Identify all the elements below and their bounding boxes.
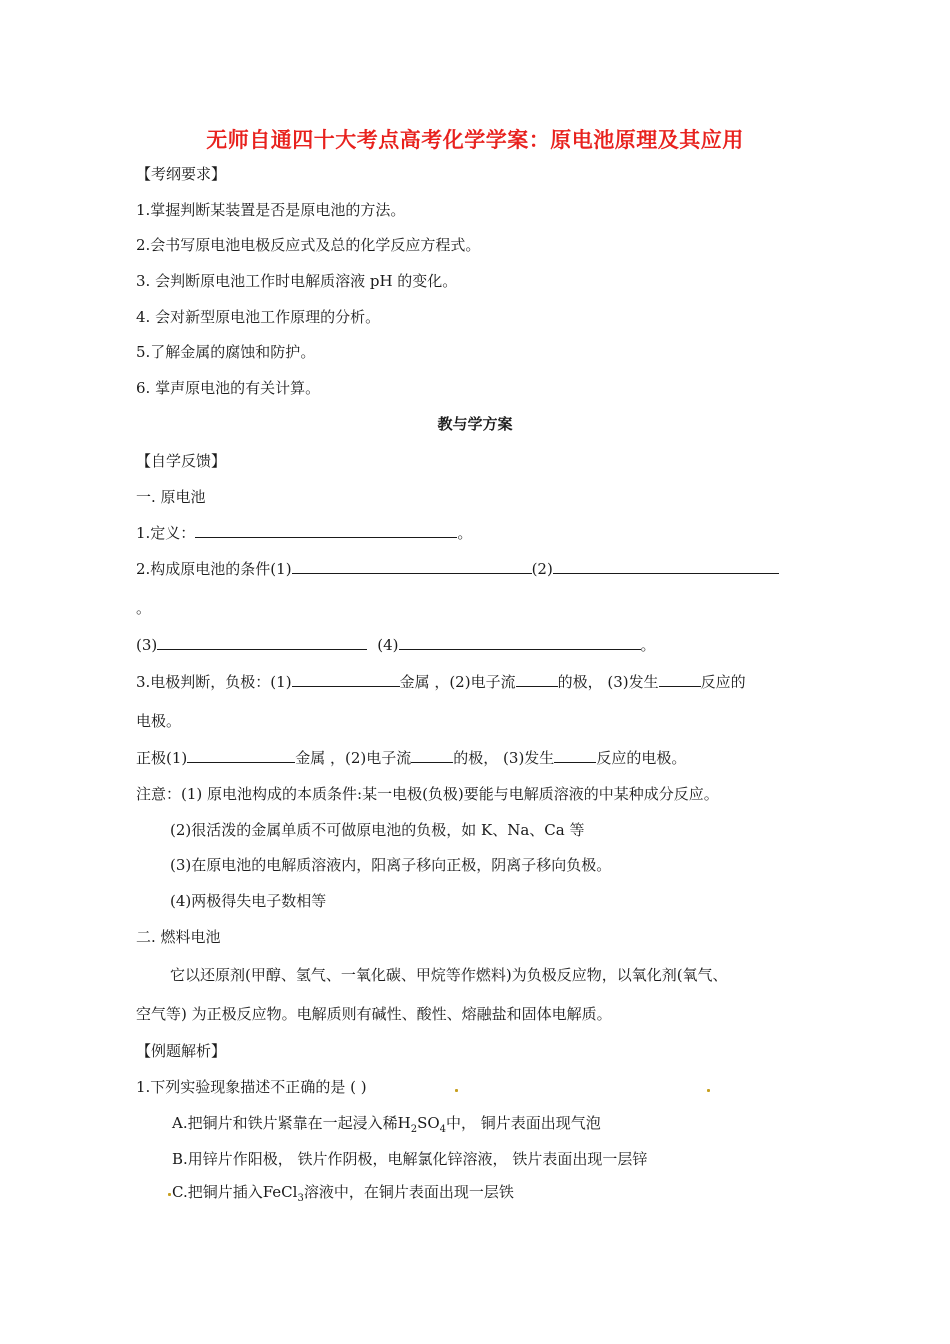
fill-in-blank: [399, 634, 641, 650]
conditions-line: 2.构成原电池的条件(1) (2): [136, 558, 779, 579]
syllabus-item: 2.会书写原电池电极反应式及总的化学反应方程式。: [136, 236, 481, 254]
fill-in-blank: [157, 634, 367, 650]
definition-line: 1.定义： 。: [136, 524, 473, 542]
fill-in-blank: [553, 558, 779, 574]
positive-electrode-line: 正极(1) 金属 ，(2)电子流 的极， (3)发生 反应的电极。: [136, 749, 687, 767]
paragraph-line: 它以还原剂(甲醇、氢气、一氧化碳、甲烷等作燃料)为负极反应物，以氧化剂(氧气、: [170, 966, 728, 984]
fill-in-blank: [516, 671, 558, 687]
decorative-dot: [455, 1089, 458, 1092]
note-line: (2)很活泼的金属单质不可做原电池的负极，如 K、Na、Ca 等: [170, 821, 585, 839]
note-line: 注意：(1) 原电池构成的本质条件:某一电极(负极)要能与电解质溶液的中某种成分反应。: [136, 785, 719, 803]
section-heading: 二. 燃料电池: [136, 928, 221, 946]
conditions-end: 。: [136, 599, 152, 617]
syllabus-item: 1.掌握判断某装置是否是原电池的方法。: [136, 201, 406, 219]
syllabus-item: 6. 掌声原电池的有关计算。: [136, 379, 321, 397]
note-line: (3)在原电池的电解质溶液内，阳离子移向正极，阴离子移向负极。: [170, 856, 612, 874]
negative-electrode-line: 3.电极判断，负极：(1) 金属 ，(2)电子流 的极， (3)发生 反应的: [136, 673, 746, 691]
option-a: A.把铜片和铁片紧靠在一起浸入稀$H_2SO_4$中， 铜片表面出现气泡: [172, 1114, 601, 1135]
fill-in-blank: [411, 747, 453, 763]
option-c: C.把铜片插入FeCl$_3$溶液中，在铜片表面出现一层铁: [172, 1183, 514, 1204]
note-line: (4)两极得失电子数相等: [170, 892, 327, 910]
section-heading: 一. 原电池: [136, 488, 206, 506]
self-study-heading: 【自学反馈】: [136, 452, 227, 470]
syllabus-heading: 【考纲要求】: [136, 165, 227, 183]
fill-in-blank: [554, 747, 596, 763]
paragraph-line: 空气等) 为正极反应物。电解质则有碱性、酸性、熔融盐和固体电解质。: [136, 1005, 612, 1023]
definition-label: 1.定义：: [136, 524, 196, 542]
syllabus-item: 4. 会对新型原电池工作原理的分析。: [136, 308, 381, 326]
fill-in-blank: [659, 671, 701, 687]
syllabus-item: 5.了解金属的腐蚀和防护。: [136, 343, 316, 361]
examples-heading: 【例题解析】: [136, 1042, 227, 1060]
decorative-dot: [168, 1193, 171, 1196]
negative-electrode-cont: 电极。: [136, 712, 182, 730]
syllabus-item: 3. 会判断原电池工作时电解质溶液 pH 的变化。: [136, 272, 458, 290]
decorative-dot: [707, 1089, 710, 1092]
conditions-line-2: (3) (4) 。: [136, 636, 656, 654]
fill-in-blank: [292, 671, 400, 687]
question-1: 1.下列实验现象描述不正确的是 ( ): [136, 1078, 367, 1096]
fill-in-blank: [187, 747, 295, 763]
option-b: B.用锌片作阳极， 铁片作阴极，电解氯化锌溶液， 铁片表面出现一层锌: [172, 1150, 648, 1168]
fill-in-blank: [292, 558, 532, 574]
plan-heading: 教与学方案: [437, 415, 513, 433]
fill-in-blank: [195, 522, 457, 538]
document-title: 无师自通四十大考点高考化学学案：原电池原理及其应用: [206, 128, 744, 152]
